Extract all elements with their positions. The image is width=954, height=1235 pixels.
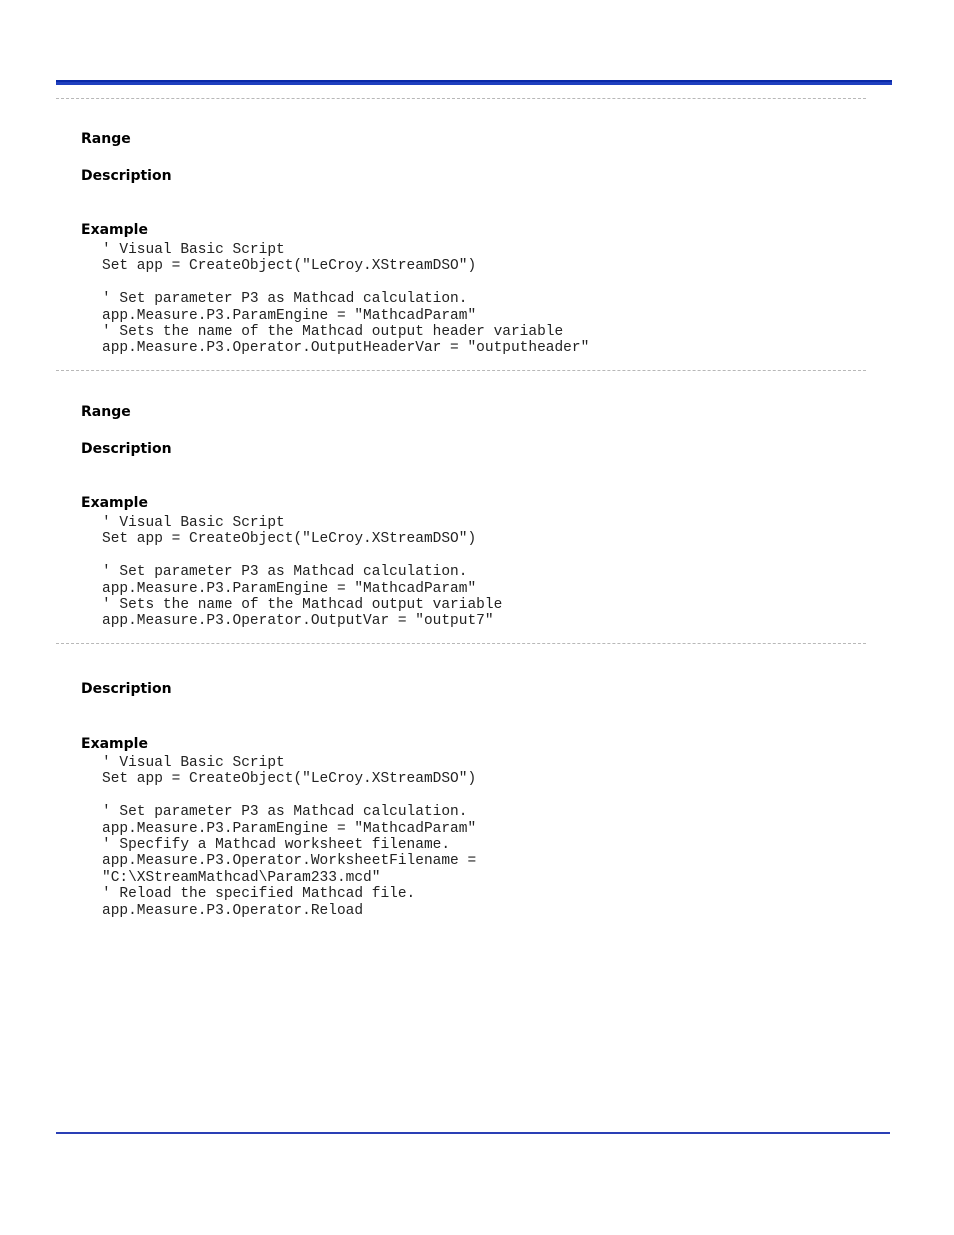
code-example: [102, 755, 476, 919]
code-line: app.Measure.P3.Operator.OutputHeaderVar = "outputheader": [102, 340, 590, 357]
code-line: Set app = CreateObject("LeCroy.XStreamDSO"): [102, 258, 477, 275]
code-line: ' Visual Basic Script: [102, 242, 285, 258]
code-line: ' Sets the name of the Mathcad output header variable: [102, 323, 564, 340]
range-heading: Range: [81, 404, 131, 420]
description-heading: Description: [81, 681, 172, 697]
description-heading: Description: [81, 168, 172, 184]
code-line: ' Sets the name of the Mathcad output variable: [102, 596, 503, 613]
range-heading: Range: [81, 131, 131, 147]
code-line: ' Specfify a Mathcad worksheet filename.: [102, 836, 451, 853]
code-line: ' Set parameter P3 as Mathcad calculation.: [102, 804, 468, 821]
example-heading: Example: [81, 495, 148, 511]
section-divider: [56, 370, 866, 371]
description-heading: Description: [81, 441, 172, 457]
code-line: ' Set parameter P3 as Mathcad calculation.: [102, 291, 468, 308]
example-heading: Example: [81, 222, 148, 238]
code-example: [102, 515, 502, 630]
footer-rule: [56, 1132, 890, 1134]
code-line: ' Visual Basic Script: [102, 515, 285, 531]
code-line: [102, 788, 476, 804]
code-line: Set app = CreateObject("LeCroy.XStreamDSO"): [102, 771, 477, 788]
code-line: Set app = CreateObject("LeCroy.XStreamDSO"): [102, 531, 477, 548]
code-line: app.Measure.P3.ParamEngine = "MathcadParam": [102, 580, 477, 597]
section-divider: [56, 98, 866, 99]
code-line: app.Measure.P3.ParamEngine = "MathcadParam": [102, 307, 477, 324]
code-line: "C:\XStreamMathcad\Param233.mcd": [102, 869, 381, 886]
header-rule-accent: [56, 80, 892, 82]
code-line: app.Measure.P3.Operator.WorksheetFilename =: [102, 853, 477, 870]
example-heading: Example: [81, 736, 148, 752]
code-line: ' Visual Basic Script: [102, 755, 285, 771]
section-divider: [56, 643, 866, 644]
code-example: [102, 242, 589, 357]
code-line: app.Measure.P3.Operator.Reload: [102, 902, 364, 919]
code-line: ' Set parameter P3 as Mathcad calculation.: [102, 564, 468, 581]
code-line: app.Measure.P3.ParamEngine = "MathcadParam": [102, 820, 477, 837]
code-line: ' Reload the specified Mathcad file.: [102, 886, 416, 903]
code-line: [102, 548, 502, 564]
code-line: [102, 275, 589, 291]
code-line: app.Measure.P3.Operator.OutputVar = "output7": [102, 613, 494, 630]
